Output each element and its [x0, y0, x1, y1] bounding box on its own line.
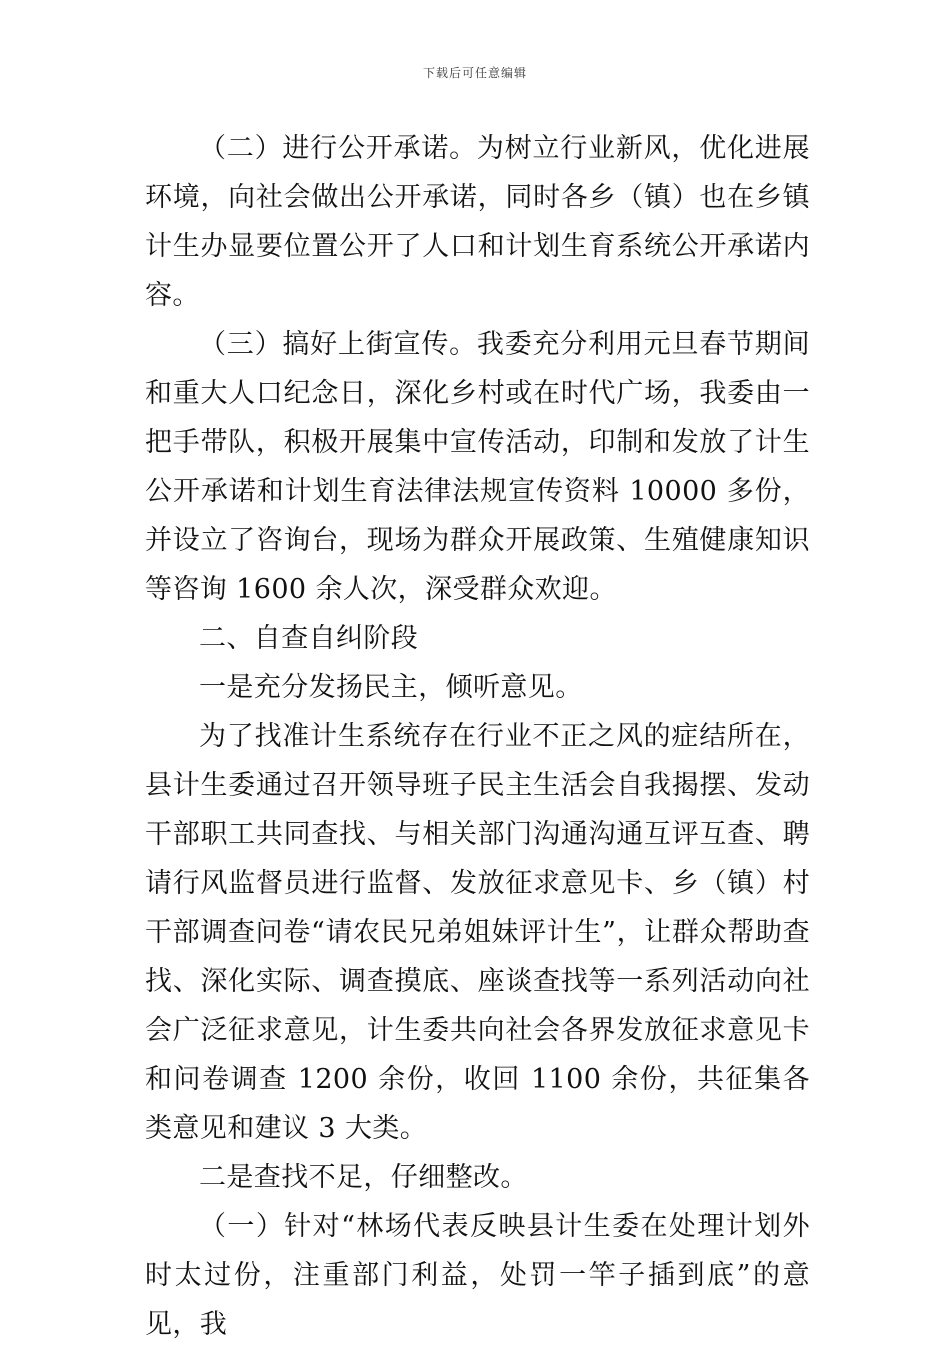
paragraph-forestry-feedback: （一）针对“林场代表反映县计生委在处理计划外时太过份，注重部门利益，处罚一竿子插到底”的意见，我 — [145, 1211, 810, 1340]
paragraph-commitment: （二）进行公开承诺。为树立行业新风，优化进展环境，向社会做出公开承诺，同时各乡（镇）也在乡镇计生办显要位置公开了人口和计划生育系统公开承诺内容。 — [145, 133, 810, 311]
paragraph-opinion-collection: 为了找准计生系统存在行业不正之风的症结所在，县计生委通过召开领导班子民主生活会自我揭摆、发动干部职工共同查找、与相关部门沟通沟通互评互查、聘请行风监督员进行监督、发放征求意见卡、乡（镇）村干部调查问卷“请农民兄弟姐妹评计生”，让群众帮助查找、深化实际、调查摸底、座谈查找等一系列活动向社会广泛征求意见，计生委共向社会各界发放征求意见卡和问卷调查 1200 余份，收回 1100 余份，共征集各类意见和建议 3 大类。 — [145, 721, 810, 1144]
document-body — [145, 124, 810, 1349]
paragraph-point-one: 一是充分发扬民主，倾听意见。 — [199, 672, 583, 703]
section-heading-self-inspection: 二、自查自纠阶段 — [199, 623, 419, 654]
header-note: 下载后可任意编辑 — [422, 66, 527, 80]
paragraph-street-publicity: （三）搞好上街宣传。我委充分利用元旦春节期间和重大人口纪念日，深化乡村或在时代广场，我委由一把手带队，积极开展集中宣传活动，印制和发放了计生公开承诺和计划生育法律法规宣传资料 10000 多份，并设立了咨询台，现场为群众开展政策、生殖健康知识等咨询 1600 余人次，深受群众欢迎。 — [145, 329, 810, 605]
paragraph-point-two: 二是查找不足，仔细整改。 — [199, 1162, 528, 1193]
